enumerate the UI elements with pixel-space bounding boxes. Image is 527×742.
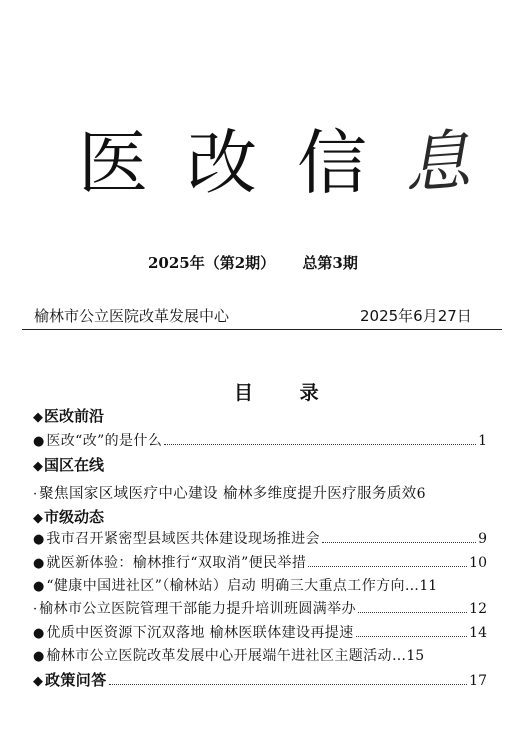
masthead-char-2: 改 [187,122,257,204]
bullet-icon: · [33,487,38,502]
toc-section-national [33,454,104,475]
masthead-char-3: 信 [297,122,367,204]
dot-leader [308,556,467,567]
diamond-icon: ◆ [33,674,43,689]
section-label: 政策问答 [45,671,107,689]
masthead-title [0,118,527,208]
diamond-icon: ◆ [33,459,43,474]
dot-leader [358,602,467,613]
toc-entry-title: 优质中医资源下沉双落地 榆林医联体建设再提速 [46,625,354,641]
toc-section-policy[interactable] [33,669,487,689]
diamond-icon: ◆ [33,511,43,526]
section-label: 国区在线 [44,456,105,474]
toc-entry-page: 12 [469,601,487,617]
toc-title: 目 录 [234,382,339,404]
issue-total: 总第3期 [302,254,358,272]
toc-entry[interactable] [33,528,487,548]
toc-entry-title: 我市召开紧密型县域医共体建设现场推进会 [46,531,320,547]
toc-entry-title: 医改“改”的是什么 [46,433,163,449]
masthead-char-4-calligraphy: 息 [401,121,473,204]
header-divider [22,329,502,330]
dot-leader [322,532,476,543]
publisher-org: 榆林市公立医院改革发展中心 [34,307,230,325]
toc-entry-page: 11 [419,578,438,594]
bullet-icon: ● [33,532,45,547]
toc-entry-page: 17 [469,673,487,689]
toc-entry[interactable] [33,645,487,665]
toc-section-frontier [33,405,104,426]
toc-entry-page: 1 [478,433,487,449]
toc-entry-title: “健康中国进社区”（榆林站）启动 明确三大重点工作方向… [46,578,420,594]
toc-entry-page: 9 [478,531,487,547]
bullet-icon: ● [33,649,45,664]
toc-entry-title: 榆林市公立医院管理干部能力提升培训班圆满举办 [39,601,356,617]
toc-entry[interactable] [33,598,487,618]
toc-entry-page: 14 [469,625,487,641]
toc-entry[interactable] [33,482,487,502]
toc-entry[interactable] [33,622,487,642]
toc-section-city [33,506,104,527]
bullet-icon: ● [33,579,45,594]
diamond-icon: ◆ [33,410,43,425]
toc-entry[interactable] [33,575,487,595]
section-label: 医改前沿 [44,407,105,425]
bullet-icon: ● [33,434,45,449]
toc-entry-page: 10 [469,555,487,571]
issue-line [148,252,358,273]
toc-entry[interactable] [33,430,487,450]
bullet-icon: · [33,602,38,617]
issue-year: 2025年（第2期） [148,254,276,272]
masthead-char-1: 医 [78,122,148,204]
dot-leader [356,626,468,637]
dot-leader [164,434,476,445]
bullet-icon: ● [33,556,45,571]
dot-leader [109,674,468,685]
toc-entry[interactable] [33,552,487,572]
toc-entry-page: 6 [416,486,426,502]
publish-date: 2025年6月27日 [360,307,472,325]
section-label: 市级动态 [44,508,105,526]
toc-entry-page: 15 [406,648,425,664]
toc-entry-title: 聚焦国家区域医疗中心建设 榆林多维度提升医疗服务质效 [39,486,417,502]
bullet-icon: ● [33,626,45,641]
toc-entry-title: 就医新体验：榆林推行“双取消”便民举措 [46,555,307,571]
toc-entry-title: 榆林市公立医院改革发展中心开展端午进社区主题活动… [46,648,407,664]
